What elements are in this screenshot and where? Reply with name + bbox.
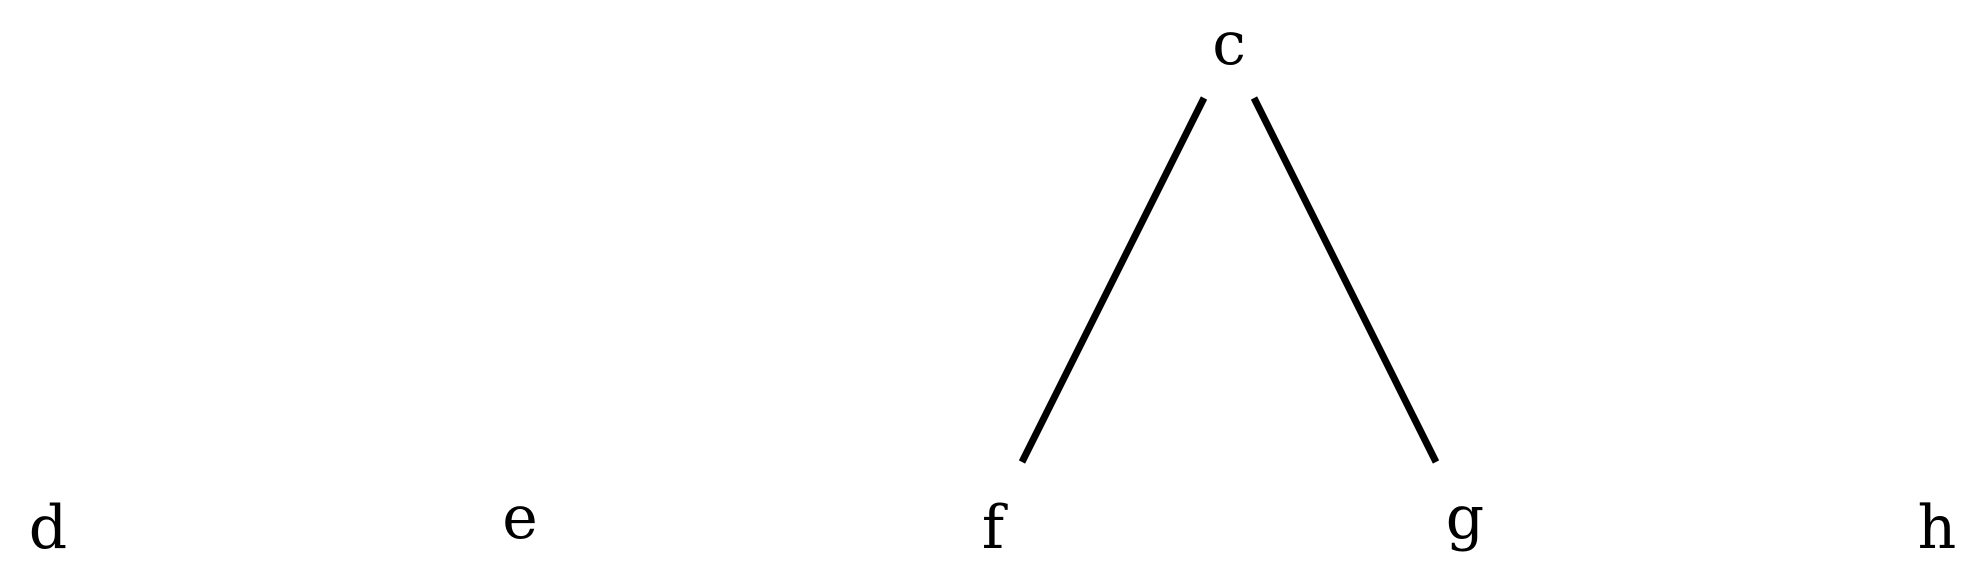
node-d: d (28, 493, 68, 563)
node-g: g (1445, 483, 1485, 553)
node-h: h (1917, 493, 1957, 563)
edge-c-g (1254, 98, 1436, 462)
edge-c-f (1022, 98, 1204, 462)
node-f: f (981, 493, 1005, 563)
node-e: e (502, 483, 538, 553)
node-c: c (1212, 9, 1246, 79)
